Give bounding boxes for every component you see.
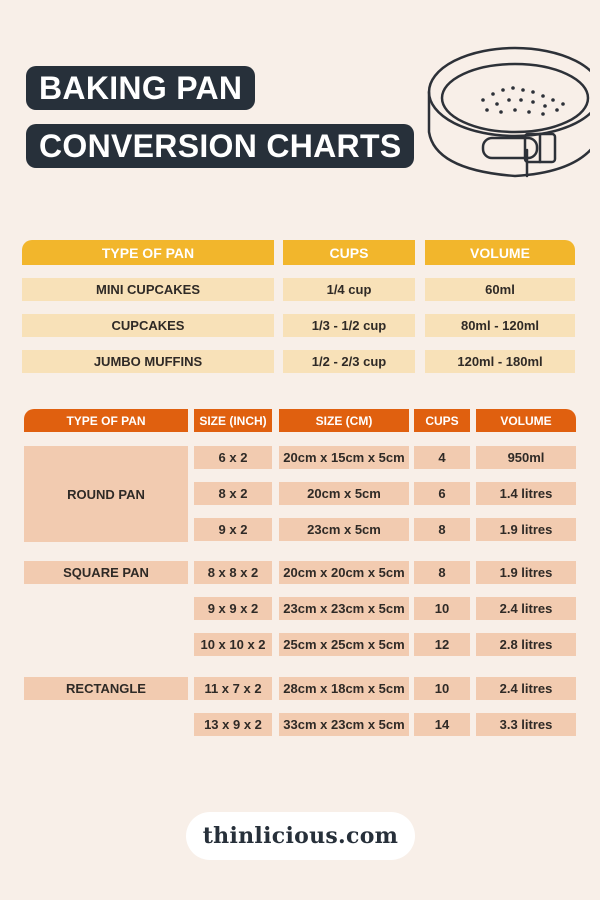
brand-logo-text: thinlicious.com	[202, 823, 399, 849]
table-cell: 2.8 litres	[476, 633, 576, 656]
table-cell: 28cm x 18cm x 5cm	[279, 677, 409, 700]
table-cell: 1/3 - 1/2 cup	[283, 314, 415, 337]
table-cell: 60ml	[425, 278, 575, 301]
table-cell: 8 x 2	[194, 482, 272, 505]
table-cell: JUMBO MUFFINS	[22, 350, 274, 373]
table-cell: 1.9 litres	[476, 561, 576, 584]
table-cell: 9 x 9 x 2	[194, 597, 272, 620]
table-cell: 3.3 litres	[476, 713, 576, 736]
header-cups: CUPS	[283, 240, 415, 265]
header-volume: VOLUME	[425, 240, 575, 265]
table-cell: 20cm x 20cm x 5cm	[279, 561, 409, 584]
table-cell: MINI CUPCAKES	[22, 278, 274, 301]
table-cell: 8	[414, 518, 470, 541]
table-cell: 20cm x 5cm	[279, 482, 409, 505]
table-cell: 2.4 litres	[476, 597, 576, 620]
table-cell: 1.4 litres	[476, 482, 576, 505]
table-cell: 950ml	[476, 446, 576, 469]
table-cell: 10	[414, 597, 470, 620]
table-cell: 20cm x 15cm x 5cm	[279, 446, 409, 469]
header-type-of-pan: TYPE OF PAN	[22, 240, 274, 265]
pan-holes	[481, 86, 565, 116]
table-cell: 11 x 7 x 2	[194, 677, 272, 700]
table-cell: 10	[414, 677, 470, 700]
table-cell: 1/4 cup	[283, 278, 415, 301]
table-cell: 6 x 2	[194, 446, 272, 469]
table-cell: 14	[414, 713, 470, 736]
header-type-of-pan: TYPE OF PAN	[24, 409, 188, 432]
table-cell: 33cm x 23cm x 5cm	[279, 713, 409, 736]
table-cell: 8 x 8 x 2	[194, 561, 272, 584]
table-cell: 120ml - 180ml	[425, 350, 575, 373]
springform-pan-icon	[415, 30, 590, 180]
table-cell: 25cm x 25cm x 5cm	[279, 633, 409, 656]
title-line-2: CONVERSION CHARTS	[26, 124, 414, 168]
table-cell: 12	[414, 633, 470, 656]
brand-badge	[186, 812, 415, 860]
table-cell: 23cm x 5cm	[279, 518, 409, 541]
pan-type-round: ROUND PAN	[24, 446, 188, 542]
table-cell: 23cm x 23cm x 5cm	[279, 597, 409, 620]
table-cell: 8	[414, 561, 470, 584]
title-line-1: BAKING PAN	[26, 66, 255, 110]
table-cell: 80ml - 120ml	[425, 314, 575, 337]
table-cell: 6	[414, 482, 470, 505]
table-cell: 9 x 2	[194, 518, 272, 541]
header-volume: VOLUME	[476, 409, 576, 432]
table-cell: 13 x 9 x 2	[194, 713, 272, 736]
header-cups: CUPS	[414, 409, 470, 432]
table-cell: 2.4 litres	[476, 677, 576, 700]
pan-type-rectangle: RECTANGLE	[24, 677, 188, 700]
table-cell: 1.9 litres	[476, 518, 576, 541]
header-size-inch: SIZE (INCH)	[194, 409, 272, 432]
pan-type-square: SQUARE PAN	[24, 561, 188, 584]
table-cell: CUPCAKES	[22, 314, 274, 337]
table-cell: 4	[414, 446, 470, 469]
table-cell: 10 x 10 x 2	[194, 633, 272, 656]
header-size-cm: SIZE (CM)	[279, 409, 409, 432]
table-cell: 1/2 - 2/3 cup	[283, 350, 415, 373]
